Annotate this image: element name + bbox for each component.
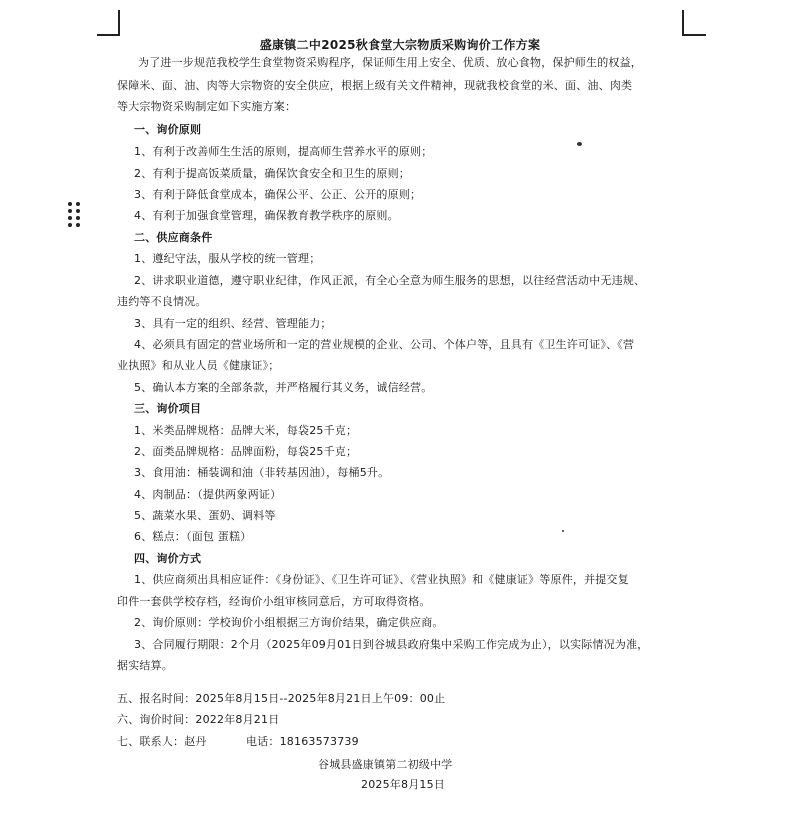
signature-date: 2025年8月15日 (361, 778, 445, 791)
list-item: 4、有利于加强食堂管理，确保教育教学秩序的原则。 (134, 209, 399, 222)
scan-speck (562, 530, 564, 532)
drag-handle-icon[interactable] (68, 202, 84, 228)
list-item: 2、有利于提高饭菜质量，确保饮食安全和卫生的原则； (134, 167, 410, 180)
section-heading: 一、询价原则 (134, 123, 202, 136)
list-item: 据实结算。 (117, 659, 173, 672)
list-item: 1、供应商须出具相应证件：《身份证》、《卫生许可证》、《营业执照》和《健康证》等原件，并提交复 (134, 573, 629, 586)
scan-speck (577, 142, 582, 146)
list-item: 3、具有一定的组织、经营、管理能力； (134, 317, 332, 330)
list-item: 5、蔬菜水果、蛋奶、调料等 (134, 509, 276, 522)
list-item: 2、面类品牌规格：品牌面粉，每袋25千克； (134, 445, 358, 458)
list-item: 4、肉制品：（提供两象两证） (134, 488, 282, 501)
intro-line: 保障米、面、油、肉等大宗物资的安全供应，根据上级有关文件精神，现就我校食堂的米、面、油、肉类 (117, 79, 633, 92)
contact-person: 七、联系人：赵丹 (117, 735, 207, 748)
list-item: 1、米类品牌规格：品牌大米，每袋25千克； (134, 424, 358, 437)
list-item: 3、合同履行期限：2个月（2025年09月01日到谷城县政府集中采购工作完成为止），以实际情况为准， (134, 638, 649, 651)
list-item: 5、确认本方案的全部条款，并严格履行其义务，诚信经营。 (134, 381, 433, 394)
section-heading: 四、询价方式 (134, 552, 202, 565)
list-item: 业执照》和从业人员《健康证》； (117, 359, 280, 372)
page-title: 盛康镇二中2025秋食堂大宗物质采购询价工作方案 (259, 38, 541, 52)
registration-time: 五、报名时间：2025年8月15日--2025年8月21日上午09：00止 (117, 692, 446, 705)
section-heading: 二、供应商条件 (134, 231, 213, 244)
contact-phone: 电话：18163573739 (246, 735, 359, 748)
list-item: 印件一套供学校存档，经询价小组审核同意后，方可取得资格。 (117, 595, 431, 608)
crop-mark-top-right (682, 10, 706, 36)
list-item: 1、有利于改善师生生活的原则，提高师生营养水平的原则； (134, 145, 433, 158)
signature-org: 谷城县盛康镇第二初级中学 (318, 758, 453, 771)
list-item: 违约等不良情况。 (117, 295, 207, 308)
list-item: 6、糕点：（面包 蛋糕） (134, 530, 252, 543)
list-item: 2、讲求职业道德，遵守职业纪律，作风正派，有全心全意为师生服务的思想，以往经营活动中无违规、 (134, 274, 646, 287)
list-item: 3、食用油：桶装调和油（非转基因油），每桶5升。 (134, 466, 390, 479)
list-item: 1、遵纪守法，服从学校的统一管理； (134, 252, 321, 265)
crop-mark-top-left (97, 10, 120, 36)
list-item: 4、必须具有固定的营业场所和一定的营业规模的企业、公司、个体户等，且具有《卫生许可证》、《营 (134, 338, 635, 351)
list-item: 3、有利于降低食堂成本，确保公平、公正、公开的原则； (134, 188, 422, 201)
intro-line: 等大宗物资采购制定如下实施方案： (117, 100, 297, 113)
list-item: 2、询价原则：学校询价小组根据三方询价结果，确定供应商。 (134, 616, 444, 629)
section-heading: 三、询价项目 (134, 402, 202, 415)
intro-line: 为了进一步规范我校学生食堂物资采购程序，保证师生用上安全、优质、放心食物，保护师生的权益， (138, 56, 642, 69)
inquiry-time: 六、询价时间：2022年8月21日 (117, 713, 280, 726)
